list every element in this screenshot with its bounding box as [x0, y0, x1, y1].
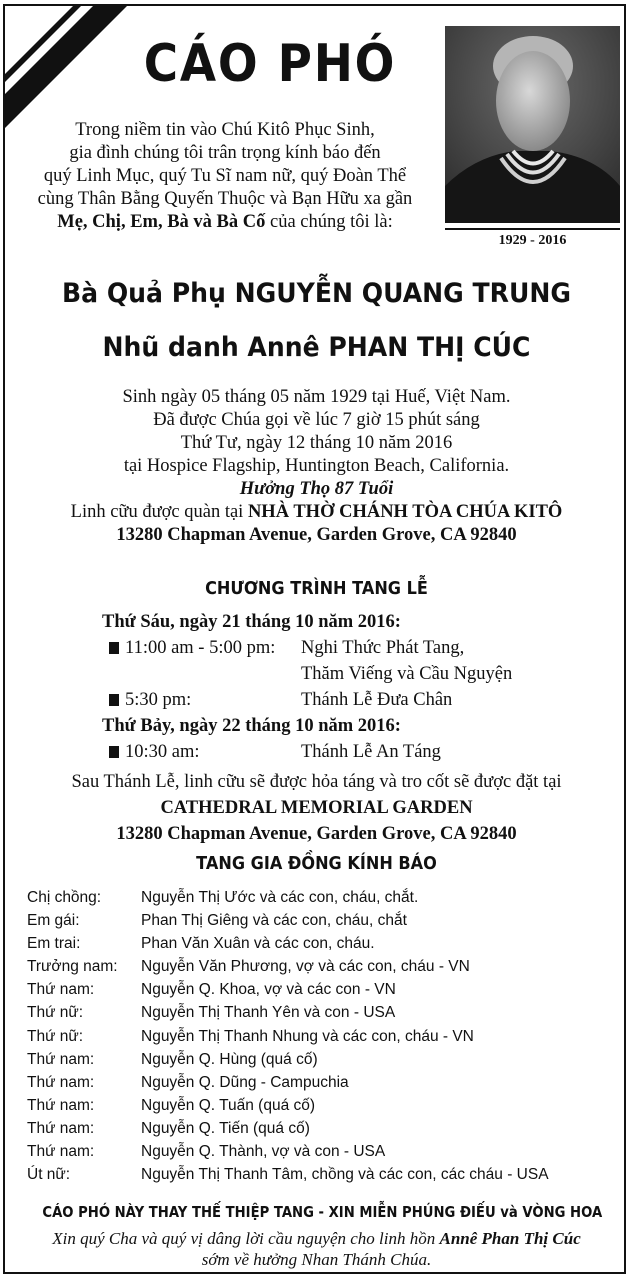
maiden-name: Nhũ danh Annê PHAN THỊ CÚC	[102, 332, 531, 363]
relation-label: Em trai:	[27, 935, 81, 953]
family-row	[27, 909, 626, 932]
portrait-photo	[445, 26, 620, 223]
intro-line-last	[5, 211, 445, 234]
notice-line: CÁO PHÓ NÀY THAY THẾ THIỆP TANG - XIN MIỄN PHÚNG ĐIẾU và VÒNG HOA	[42, 1203, 603, 1221]
intro-line: Trong niềm tin vào Chú Kitô Phục Sinh,	[75, 120, 375, 140]
family-names: Nguyễn Văn Phương, vợ và các con, cháu - VN	[141, 958, 470, 976]
relation-label: Thứ nữ:	[27, 1004, 84, 1022]
family-row	[27, 1094, 626, 1117]
bullet-square-icon	[109, 642, 119, 654]
family-names: Nguyễn Q. Khoa, vợ và các con - VN	[141, 981, 396, 999]
family-names: Nguyễn Thị Thanh Tâm, chồng và các con, các cháu - USA	[141, 1166, 549, 1184]
memorial-address: 13280 Chapman Avenue, Garden Grove, CA 92840	[116, 824, 517, 844]
relation-label: Út nữ:	[27, 1166, 71, 1184]
intro-line: gia đình chúng tôi trân trọng kính báo đến	[69, 143, 381, 163]
family-row	[27, 978, 626, 1001]
life-details	[5, 386, 626, 547]
family-row	[27, 1001, 626, 1024]
detail-line: Thứ Tư, ngày 12 tháng 10 năm 2016	[180, 433, 453, 453]
memorial-name: CATHEDRAL MEMORIAL GARDEN	[160, 798, 473, 818]
family-names: Nguyễn Thị Thanh Yên và con - USA	[141, 1004, 396, 1022]
detail-line: Đã được Chúa gọi về lúc 7 giờ 15 phút sáng	[153, 410, 480, 430]
day2-heading: Thứ Bảy, ngày 22 tháng 10 năm 2016:	[102, 716, 401, 736]
prayer-line: Xin quý Cha và quý vị dâng lời cầu nguyện cho linh hồn Annê Phan Thị Cúc	[52, 1229, 581, 1248]
family-names: Phan Thị Giêng và các con, cháu, chắt	[141, 912, 407, 930]
relation-label: Thứ nam:	[27, 1096, 95, 1114]
life-dates: 1929 - 2016	[445, 228, 620, 252]
family-row	[27, 1025, 626, 1048]
prayer-line: sớm về hưởng Nhan Thánh Chúa.	[201, 1250, 432, 1269]
relation-label: Thứ nam:	[27, 1119, 95, 1137]
family-row	[27, 1048, 626, 1071]
family-names: Nguyễn Q. Hùng (quá cố)	[141, 1050, 318, 1068]
family-list	[27, 886, 626, 1186]
burial-info	[5, 769, 626, 847]
event-desc: Nghi Thức Phát Tang,	[301, 638, 465, 658]
relation-label: Thứ nam:	[27, 1143, 95, 1161]
detail-line: tại Hospice Flagship, Huntington Beach, California.	[123, 456, 510, 476]
detail-line: Sinh ngày 05 tháng 05 năm 1929 tại Huế, Việt Nam.	[122, 387, 511, 407]
intro-relations: Mẹ, Chị, Em, Bà và Bà Cố	[57, 212, 266, 232]
intro-paragraph	[5, 119, 445, 234]
family-names: Nguyễn Q. Tiến (quá cố)	[141, 1119, 310, 1137]
relation-label: Thứ nữ:	[27, 1027, 84, 1045]
family-names: Phan Văn Xuân và các con, cháu.	[141, 935, 375, 953]
family-row	[27, 1163, 626, 1186]
family-row	[27, 955, 626, 978]
church-name: NHÀ THỜ CHÁNH TÒA CHÚA KITÔ	[247, 502, 563, 522]
family-names: Nguyễn Q. Tuấn (quá cố)	[141, 1096, 316, 1114]
family-names: Nguyễn Q. Dũng - Campuchia	[141, 1073, 349, 1091]
event-desc: Thánh Lễ An Táng	[301, 742, 441, 762]
intro-line: quý Linh Mục, quý Tu Sĩ nam nữ, quý Đoàn Thể	[43, 166, 407, 186]
intro-line: cùng Thân Bằng Quyến Thuộc và Bạn Hữu xa gần	[37, 189, 413, 209]
event-time: 11:00 am - 5:00 pm:	[109, 638, 275, 659]
event-desc: Thăm Viếng và Cầu Nguyện	[301, 664, 513, 684]
family-row	[27, 1140, 626, 1163]
day1-heading: Thứ Sáu, ngày 21 tháng 10 năm 2016:	[102, 612, 401, 632]
family-names: Nguyễn Q. Thành, vợ và con - USA	[141, 1143, 386, 1161]
family-row	[27, 1071, 626, 1094]
obituary-title: CÁO PHÓ	[143, 34, 397, 94]
relation-label: Thứ nam:	[27, 1050, 95, 1068]
event-desc: Thánh Lễ Đưa Chân	[301, 690, 453, 710]
program-heading: CHƯƠNG TRÌNH TANG LỄ	[205, 579, 428, 599]
relation-label: Chị chồng:	[27, 889, 102, 906]
family-heading: TANG GIA ĐỒNG KÍNH BÁO	[196, 854, 437, 874]
age-line: Hưởng Thọ 87 Tuổi	[239, 479, 394, 499]
relation-label: Trưởng nam:	[27, 958, 118, 976]
bullet-square-icon	[109, 694, 119, 706]
prayer-name: Annê Phan Thị Cúc	[439, 1229, 581, 1248]
lying-in-state-line	[5, 501, 626, 524]
bullet-square-icon	[109, 746, 119, 758]
family-row	[27, 886, 626, 909]
relation-label: Thứ nam:	[27, 981, 95, 999]
after-mass-line: Sau Thánh Lễ, linh cữu sẽ được hỏa táng và tro cốt sẽ được đặt tại	[71, 772, 562, 792]
obituary-card	[3, 4, 626, 1274]
prayer-request	[5, 1228, 626, 1270]
family-row	[27, 932, 626, 955]
relation-label: Thứ nam:	[27, 1073, 95, 1091]
church-address: 13280 Chapman Avenue, Garden Grove, CA 92840	[116, 525, 517, 545]
lying-in-state-prefix: Linh cữu được quàn tại	[70, 502, 248, 522]
relation-label: Em gái:	[27, 912, 80, 930]
event-time: 10:30 am:	[109, 742, 200, 763]
event-time: 5:30 pm:	[109, 690, 191, 711]
intro-suffix: của chúng tôi là:	[265, 212, 393, 232]
family-names: Nguyễn Thị Thanh Nhung và các con, cháu - VN	[141, 1027, 474, 1045]
deceased-name: Bà Quả Phụ NGUYỄN QUANG TRUNG	[61, 278, 571, 309]
family-row	[27, 1117, 626, 1140]
family-names: Nguyễn Thị Ước và các con, cháu, chắt.	[141, 889, 419, 906]
